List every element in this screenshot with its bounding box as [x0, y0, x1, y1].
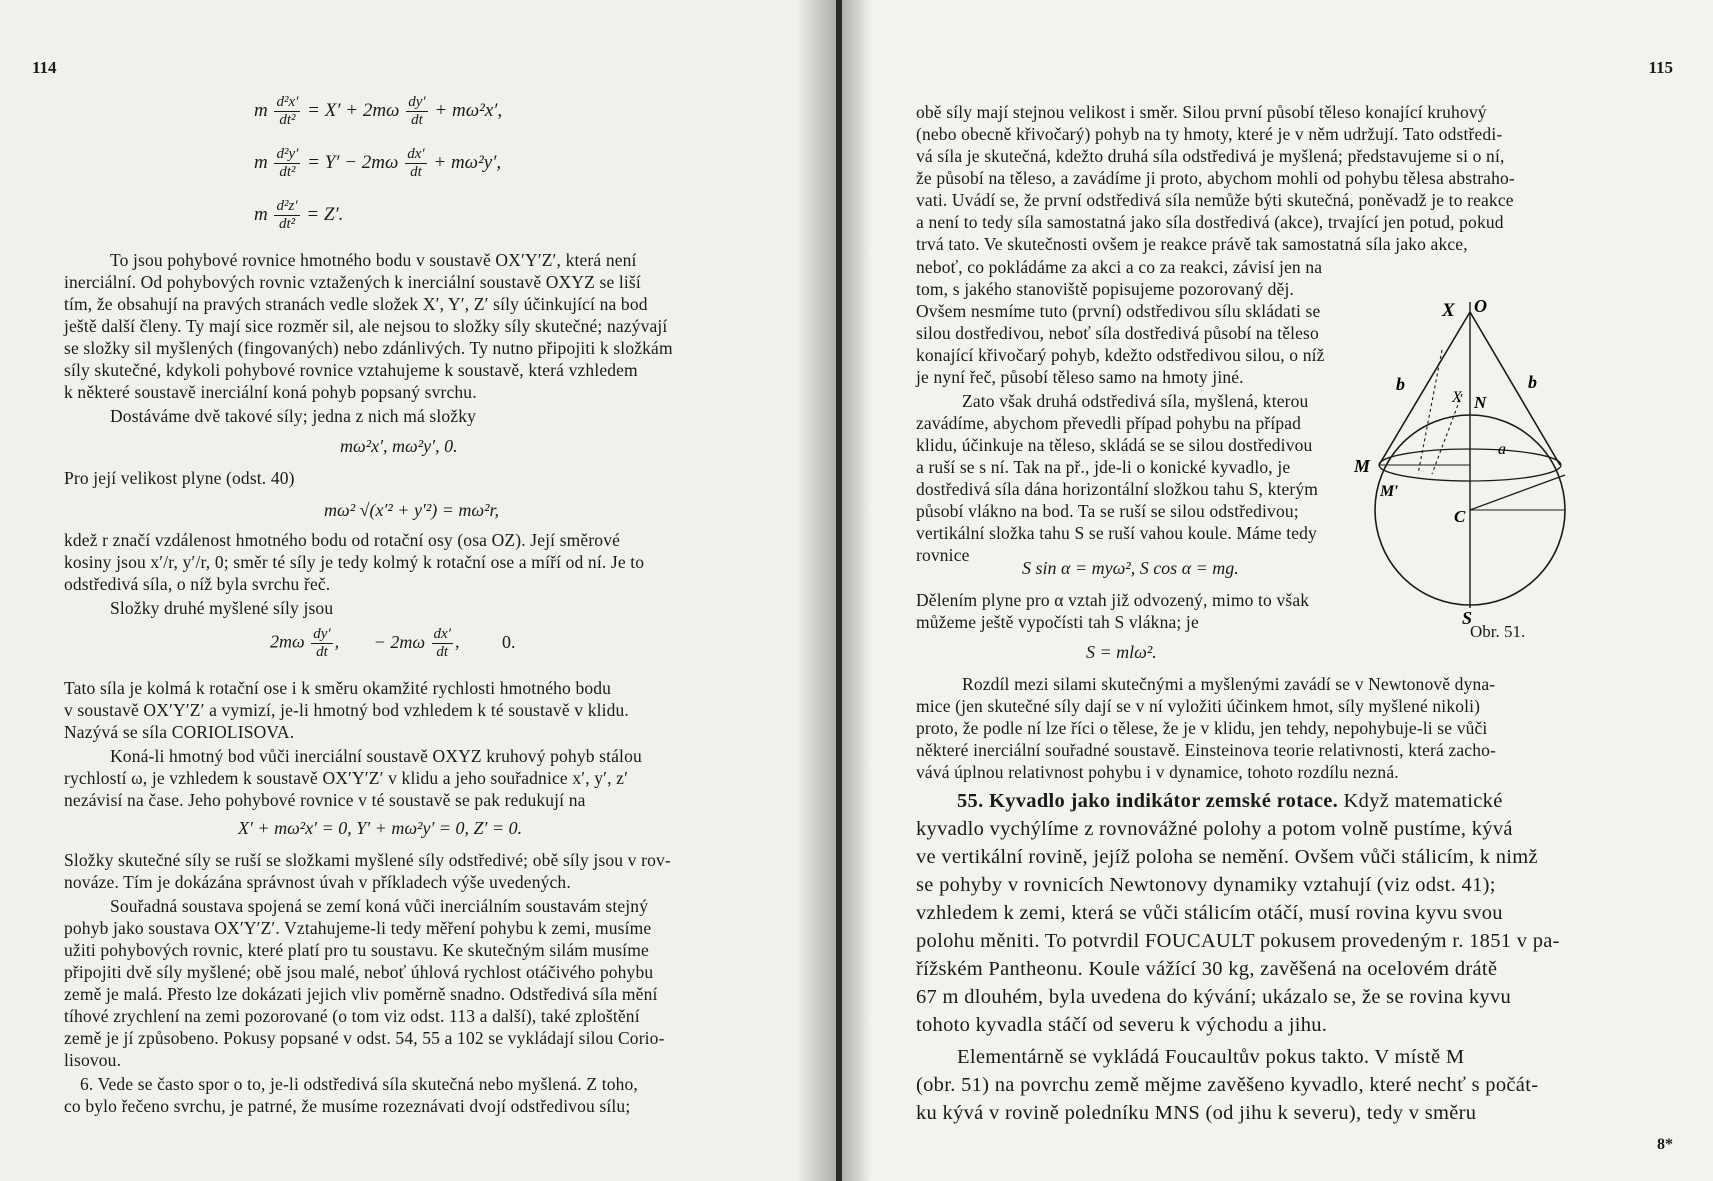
text-line: Tato síla je kolmá k rotační ose i k směru okamžité rychlosti hmotného bodu	[64, 678, 612, 698]
equation-2: m $\frac{\text{d²y′}}{\text{dt²}}$ = Y′ − 2mω $\frac{dx'}{dt}$ + mω²y′,	[254, 146, 502, 180]
left-page	[0, 0, 836, 1181]
text-line: Elementárně se vykládá Foucaultův pokus takto. V místě M	[957, 1046, 1465, 1068]
text-line: ku kývá v rovině poledníku MNS (od jihu k severu), tedy v směru	[916, 1102, 1477, 1124]
equation-3: m $\frac{\text{d²z′}}{\text{dt²}}$ = Z′.	[254, 198, 344, 232]
text-line: k některé soustavě inerciální koná pohyb popsaný svrchu.	[64, 382, 477, 402]
text-line: vzhledem k zemi, která se vůči stálicím otáčí, musí rovina kyvu svou	[916, 902, 1503, 924]
text-line: kdež r značí vzdálenost hmotného bodu od rotační osy (osa OZ). Její směrové	[64, 530, 621, 550]
text-line: rovnice	[916, 545, 970, 565]
cone-line-right	[1470, 312, 1560, 465]
text-line: klidu, účinkuje na těleso, skládá se se silou dostředivou	[916, 435, 1313, 455]
figure-label: X	[1442, 300, 1455, 321]
text-line: působí vlákno na bod. Ta se ruší se silou odstředivou;	[916, 501, 1299, 521]
equation-right-2: S = mlω².	[1086, 642, 1157, 662]
text-line: (nebo obecně křivočarý) pohyb na ty hmoty, které je v něm udržují. Tato odstředi-	[916, 124, 1503, 144]
equation-4: mω²x′, mω²y′, 0.	[340, 436, 458, 456]
text-line: trvá tato. Ve skutečnosti ovšem je reakce právě tak samostatná síla jako akce,	[916, 234, 1468, 254]
dashed-line	[1432, 394, 1462, 474]
text-line: vává úplnou relativnost pohybu i v dynamice, tohoto rozdílu nezná.	[916, 762, 1399, 782]
text-line: tíhové zrychlení na zemi pozorované (o tom viz odst. 113 a další), také zploštění	[64, 1006, 640, 1026]
text-line: vá síla je skutečná, kdežto druhá síla odstředivá je myšlená; představujeme si o ní,	[916, 146, 1505, 166]
text-line: nováze. Tím je dokázána správnost úvah v příkladech výše uvedených.	[64, 872, 571, 892]
text-line: kosiny jsou x′/r, y′/r, 0; směr té síly je tedy kolmý k rotační ose a míří od ní. Je to	[64, 552, 645, 572]
text-line: neboť, co pokládáme za akci a co za reakci, závisí jen na	[916, 257, 1323, 277]
text-line: odstředivá síla, o níž byla svrchu řeč.	[64, 574, 331, 594]
text-line: pohyb jako soustava OX′Y′Z′. Vztahujeme-li tedy měření pohybu k zemi, musíme	[64, 918, 652, 938]
text-line: některé inerciální souřadné soustavě. Einsteinova teorie relativnosti, která zacho-	[916, 740, 1497, 760]
text-line: země je jí způsobeno. Pokusy popsané v odst. 54, 55 a 102 se vykládají silou Corio-	[64, 1028, 665, 1048]
text-line: můžeme ještě vypočísti tah S vlákna; je	[916, 612, 1199, 632]
figure-label: M′	[1380, 483, 1399, 500]
text-line: Složky druhé myšlené síly jsou	[110, 598, 334, 618]
text-line: tohoto kyvadla stáčí od severu k východu a jihu.	[916, 1014, 1328, 1036]
signature-mark: 8*	[1657, 1136, 1673, 1153]
text-line: země je malá. Přesto lze dokázati jejich vliv poměrně snadno. Odstředivá síla mění	[64, 984, 658, 1004]
text-line: Rozdíl mezi silami skutečnými a myšlenými zavádí se v Newtonově dyna-	[962, 674, 1496, 694]
text-line: ještě další členy. Ty mají sice rozměr sil, ale nejsou to složky síly skutečné; nazývají	[64, 316, 668, 336]
text-line: Souřadná soustava spojená se zemí koná vůči inerciálním soustavám stejný	[110, 896, 649, 916]
figure-label: N	[1474, 393, 1487, 412]
text-line: a není to tedy síla samostatná jako síla dostředivá (akce), trvající jen potud, pokud	[916, 212, 1504, 232]
text-line: Složky skutečné síly se ruší se složkami myšlené síly odstředivé; obě síly jsou v rov-	[64, 850, 671, 870]
text-line: obě síly mají stejnou velikost i směr. Silou první působí těleso konající kruhový	[916, 102, 1487, 122]
text-line: tím, že obsahují na pravých stranách vedle složek X′, Y′, Z′ síly účinkující na bod	[64, 294, 648, 314]
text-line: tom, s jakého stanoviště popisujeme pozorovaný děj.	[916, 279, 1294, 299]
section-heading-line: 55. Kyvadlo jako indikátor zemské rotace. Když matematické	[957, 790, 1503, 812]
figure-51-diagram	[1322, 290, 1592, 630]
figure-caption: Obr. 51.	[1470, 622, 1526, 641]
equation-7: X′ + mω²x′ = 0, Y′ + mω²y′ = 0, Z′ = 0.	[238, 818, 523, 838]
text-line: se složky sil myšlených (fingovaných) nebo zdánlivých. Ty nutno připojiti k složkám	[64, 338, 673, 358]
text-line: vertikální složka tahu S se ruší vahou koule. Máme tedy	[916, 523, 1317, 543]
figure-label: M	[1354, 456, 1371, 476]
text-line: Pro její velikost plyne (odst. 40)	[64, 468, 295, 488]
text-line: je nyní řeč, působí těleso samo na hmoty jiné.	[916, 367, 1244, 387]
text-line: Dělením plyne pro α vztah již odvozený, mimo to však	[916, 590, 1310, 610]
text-line: v soustavě OX′Y′Z′ a vymizí, je-li hmotný bod vzhledem k té soustavě v klidu.	[64, 700, 629, 720]
text-line: silou dostředivou, neboť síla dostředivá působí na těleso	[916, 323, 1319, 343]
text-line: kyvadlo vychýlíme z rovnovážné polohy a potom volně pustíme, kývá	[916, 818, 1513, 840]
page-number-right: 115	[1648, 58, 1673, 77]
text-line: 67 m dlouhém, byla uvedena do kývání; ukázalo se, že se rovina kyvu	[916, 986, 1512, 1008]
text-line: To jsou pohybové rovnice hmotného bodu v soustavě OX′Y′Z′, která není	[110, 250, 637, 270]
text-line: (obr. 51) na povrchu země mějme zavěšeno kyvadlo, které nechť s počát-	[916, 1074, 1539, 1096]
text-line: co bylo řečeno svrchu, je patrné, že musíme rozeznávati dvojí odstředivou sílu;	[64, 1096, 631, 1116]
dashed-line	[1418, 350, 1442, 474]
equation-6: 2mω $\frac{dy'}{dt}$ , − 2mω $\frac{dx'}{dt}$ , 0.	[270, 626, 516, 660]
text-line: proto, že podle ní lze říci o tělese, že je v klidu, jen tehdy, nepohybuje-li se vůči	[916, 718, 1488, 738]
text-line: že působí na těleso, a zavádíme ji proto, abychom mohli od pohybu tělesa abstraho-	[916, 168, 1515, 188]
text-line: lisovou.	[64, 1050, 122, 1070]
text-line: řížském Pantheonu. Koule vážící 30 kg, zavěšená na ocelovém drátě	[916, 958, 1498, 980]
right-page	[842, 0, 1713, 1181]
text-line: síly skutečné, kdykoli pohybové rovnice vztahujeme k soustavě, která vzhledem	[64, 360, 638, 380]
text-line: užiti pohybových rovnic, které platí pro tu soustavu. Ke skutečným silám musíme	[64, 940, 649, 960]
text-line: inerciální. Od pohybových rovnic vztažených k inerciální soustavě OXYZ se liší	[64, 272, 641, 292]
figure-label: S	[1462, 608, 1473, 628]
text-line: se pohyby v rovnicích Newtonovy dynamiky vztahují (viz odst. 41);	[916, 874, 1496, 896]
text-line: Zato však druhá odstředivá síla, myšlená, kterou	[962, 391, 1309, 411]
text-line: 6. Vede se často spor o to, je-li odstředivá síla skutečná nebo myšlená. Z toho,	[80, 1074, 638, 1094]
figure-label: X	[1452, 389, 1462, 406]
equation-5: mω² √(x′² + y′²) = mω²r,	[324, 500, 500, 520]
text-line: a ruší se s ní. Tak na př., jde-li o konické kyvadlo, je	[916, 457, 1291, 477]
figure-label: C	[1454, 507, 1466, 526]
text-line: nezávisí na čase. Jeho pohybové rovnice v té soustavě se pak redukují na	[64, 790, 586, 810]
text-line: polohu měniti. To potvrdil FOUCAULT pokusem provedeným r. 1851 v pa-	[916, 930, 1560, 952]
text-line: zavádíme, abychom převedli případ pohybu na případ	[916, 413, 1302, 433]
figure-label: a	[1498, 441, 1506, 458]
text-line: Nazývá se síla CORIOLISOVA.	[64, 722, 295, 742]
right-gutter-shadow	[842, 0, 872, 1181]
text-line: Koná-li hmotný bod vůči inerciální soustavě OXYZ kruhový pohyb stálou	[110, 746, 642, 766]
page-number-left: 114	[32, 58, 57, 77]
left-gutter-shadow	[796, 0, 836, 1181]
equation-right-1: S sin α = myω², S cos α = mg.	[1022, 558, 1239, 578]
text-line: vati. Uvádí se, že první odstředivá síla nemůže býti skutečná, poněvadž je to reakce	[916, 190, 1514, 210]
equation-1: m $\frac{\text{d²x′}}{\text{dt²}}$ = X′ + 2mω $\frac{dy'}{dt}$ + mω²x′,	[254, 94, 503, 128]
text-line: Dostáváme dvě takové síly; jedna z nich má složky	[110, 406, 476, 426]
text-line: mice (jen skutečné síly dají se v ní vyložiti účinkem hmot, síly myšlené nikoli)	[916, 696, 1481, 716]
text-line: připojiti dvě síly myšlené; obě jsou malé, neboť úhlová rychlost otáčivého pohybu	[64, 962, 654, 982]
text-line: dostředivá síla dána horizontální složkou tahu S, kterým	[916, 479, 1319, 499]
section-heading: 55. Kyvadlo jako indikátor zemské rotace.	[957, 790, 1339, 812]
figure-label: O	[1474, 296, 1487, 316]
figure-label: b	[1396, 374, 1405, 394]
figure-label: b	[1528, 372, 1537, 392]
text-line: ve vertikální rovině, jejíž poloha se nemění. Ovšem vůči stálicím, k nimž	[916, 846, 1538, 868]
text-line: konající křivočarý pohyb, kdežto odstředivou silou, o níž	[916, 345, 1325, 365]
text-line: rychlostí ω, je vzhledem k soustavě OX′Y′Z′ v klidu a jeho souřadnice x′, y′, z′	[64, 768, 629, 788]
text-line: Ovšem nesmíme tuto (první) odstředivou sílu skládati se	[916, 301, 1321, 321]
